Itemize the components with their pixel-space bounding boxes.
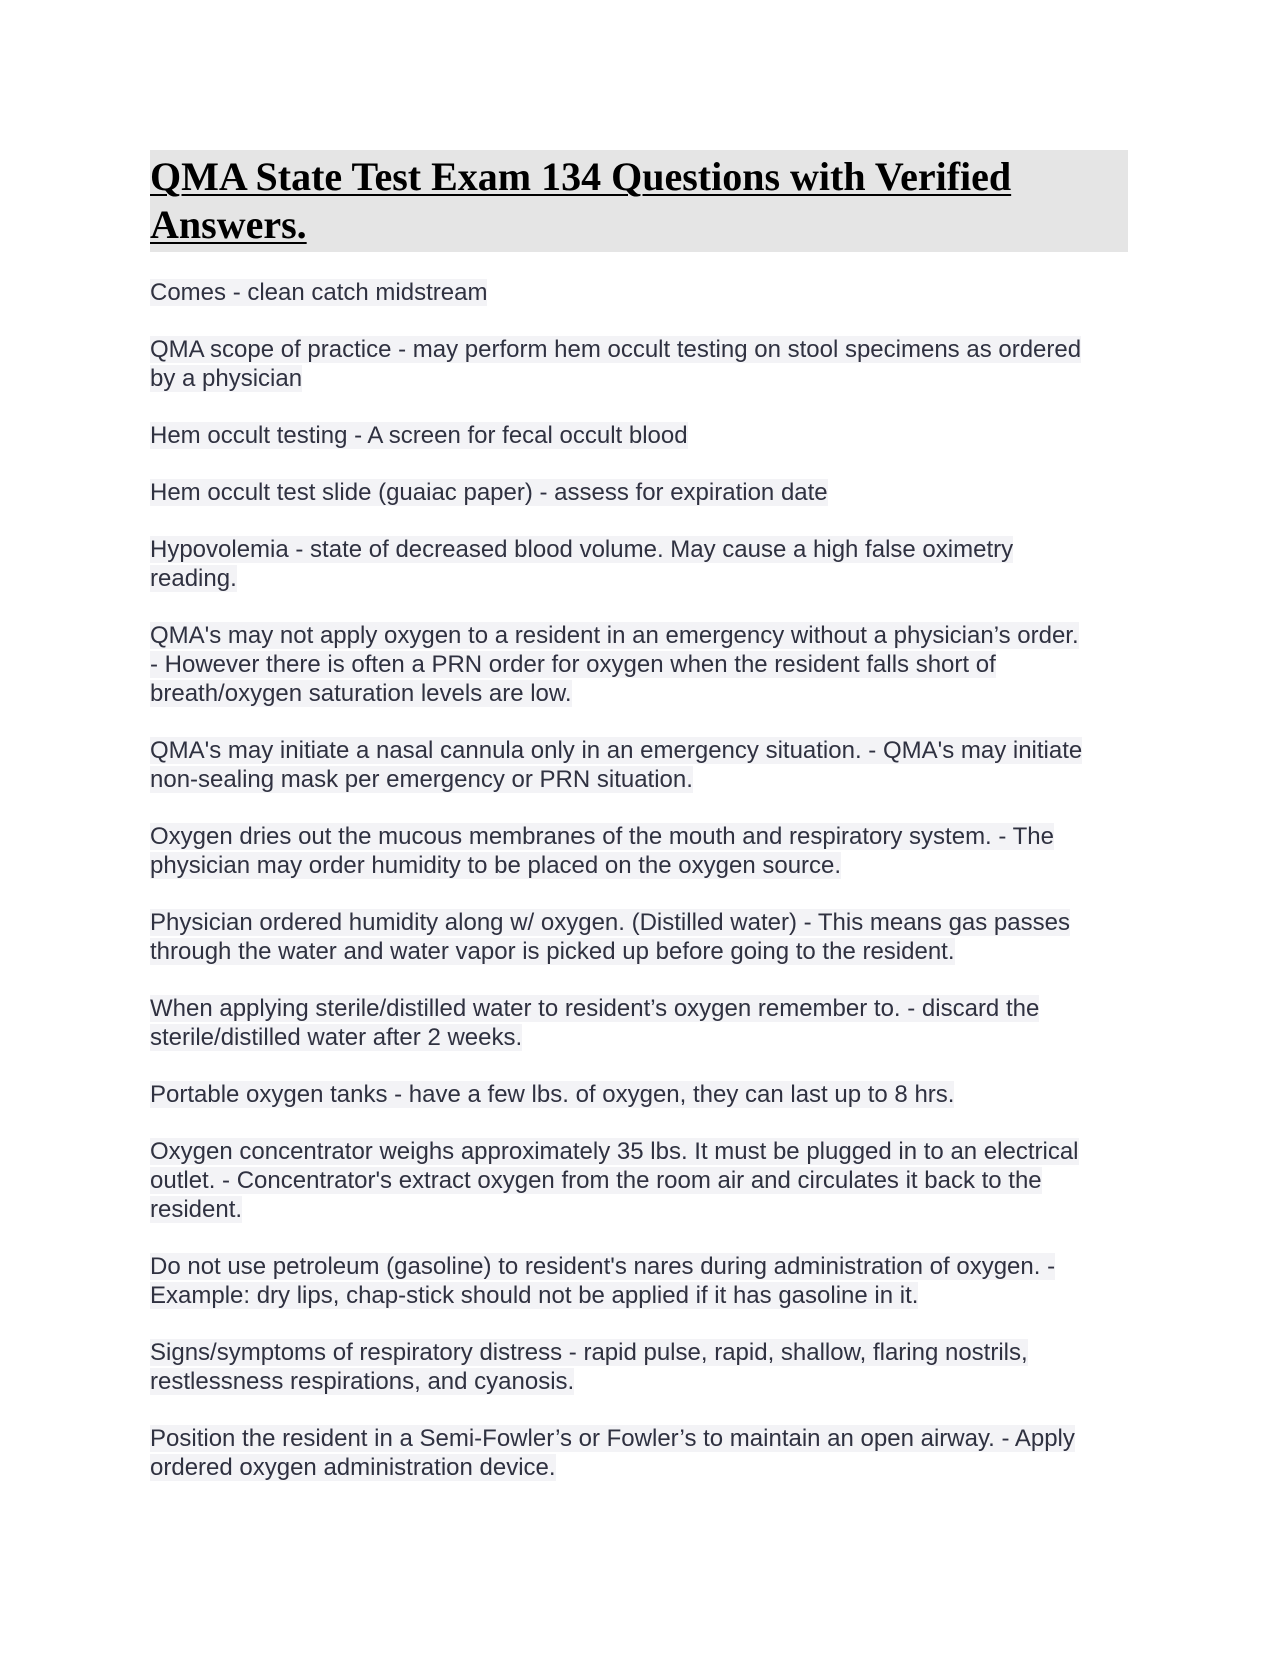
qa-entry [150, 908, 1128, 966]
document-title: QMA State Test Exam 134 Questions with Verified Answers. [150, 154, 1012, 247]
qa-entry [150, 1424, 1128, 1482]
qa-entry [150, 994, 1128, 1052]
qa-entry [150, 421, 1128, 450]
qa-entry-text: Do not use petroleum (gasoline) to resident's nares during administration of oxygen. - Example: dry lips, chap-stick should not be applied if it has gasoline in it. [150, 1253, 1056, 1309]
qa-entry-text: Portable oxygen tanks - have a few lbs. of oxygen, they can last up to 8 hrs. [150, 1081, 955, 1108]
qa-entry-text: QMA scope of practice - may perform hem occult testing on stool specimens as ordered by a physician [150, 336, 1082, 392]
qa-entry [150, 335, 1128, 393]
qa-entry [150, 1080, 1128, 1109]
qa-entry-text: Comes - clean catch midstream [150, 279, 488, 306]
qa-entry [150, 621, 1128, 708]
qa-entry-text: Oxygen concentrator weighs approximately 35 lbs. It must be plugged in to an electrical outlet. - Concentrator's extract oxygen from the room air and circulates it back to the resident. [150, 1138, 1079, 1223]
qa-entry-text: Position the resident in a Semi-Fowler’s or Fowler’s to maintain an open airway. - Apply ordered oxygen administration device. [150, 1425, 1075, 1481]
qa-entry [150, 478, 1128, 507]
qa-entry [150, 1252, 1128, 1310]
qa-entry-text: QMA's may not apply oxygen to a resident in an emergency without a physician’s order. - However there is often a PRN order for oxygen when the resident falls short of breath/oxygen saturation levels are low. [150, 622, 1079, 707]
qa-list [150, 278, 1128, 1482]
qa-entry-text: When applying sterile/distilled water to resident’s oxygen remember to. - discard the sterile/distilled water after 2 weeks. [150, 995, 1040, 1051]
qa-entry-text: Oxygen dries out the mucous membranes of the mouth and respiratory system. - The physician may order humidity to be placed on the oxygen source. [150, 823, 1054, 879]
qa-entry-text: Hem occult testing - A screen for fecal occult blood [150, 422, 688, 449]
qa-entry [150, 535, 1128, 593]
qa-entry [150, 1338, 1128, 1396]
qa-entry [150, 822, 1128, 880]
title-block [150, 150, 1128, 252]
qa-entry [150, 278, 1128, 307]
qa-entry-text: Signs/symptoms of respiratory distress - rapid pulse, rapid, shallow, flaring nostrils, restlessness respirations, and cyanosis. [150, 1339, 1028, 1395]
qa-entry-text: QMA's may initiate a nasal cannula only in an emergency situation. - QMA's may initiate non-sealing mask per emergency or PRN situation. [150, 737, 1083, 793]
qa-entry [150, 1137, 1128, 1224]
qa-entry [150, 736, 1128, 794]
qa-entry-text: Hem occult test slide (guaiac paper) - assess for expiration date [150, 479, 828, 506]
qa-entry-text: Hypovolemia - state of decreased blood volume. May cause a high false oximetry reading. [150, 536, 1014, 592]
document-page [150, 150, 1128, 1510]
qa-entry-text: Physician ordered humidity along w/ oxygen. (Distilled water) - This means gas passes through the water and water vapor is picked up before going to the resident. [150, 909, 1070, 965]
